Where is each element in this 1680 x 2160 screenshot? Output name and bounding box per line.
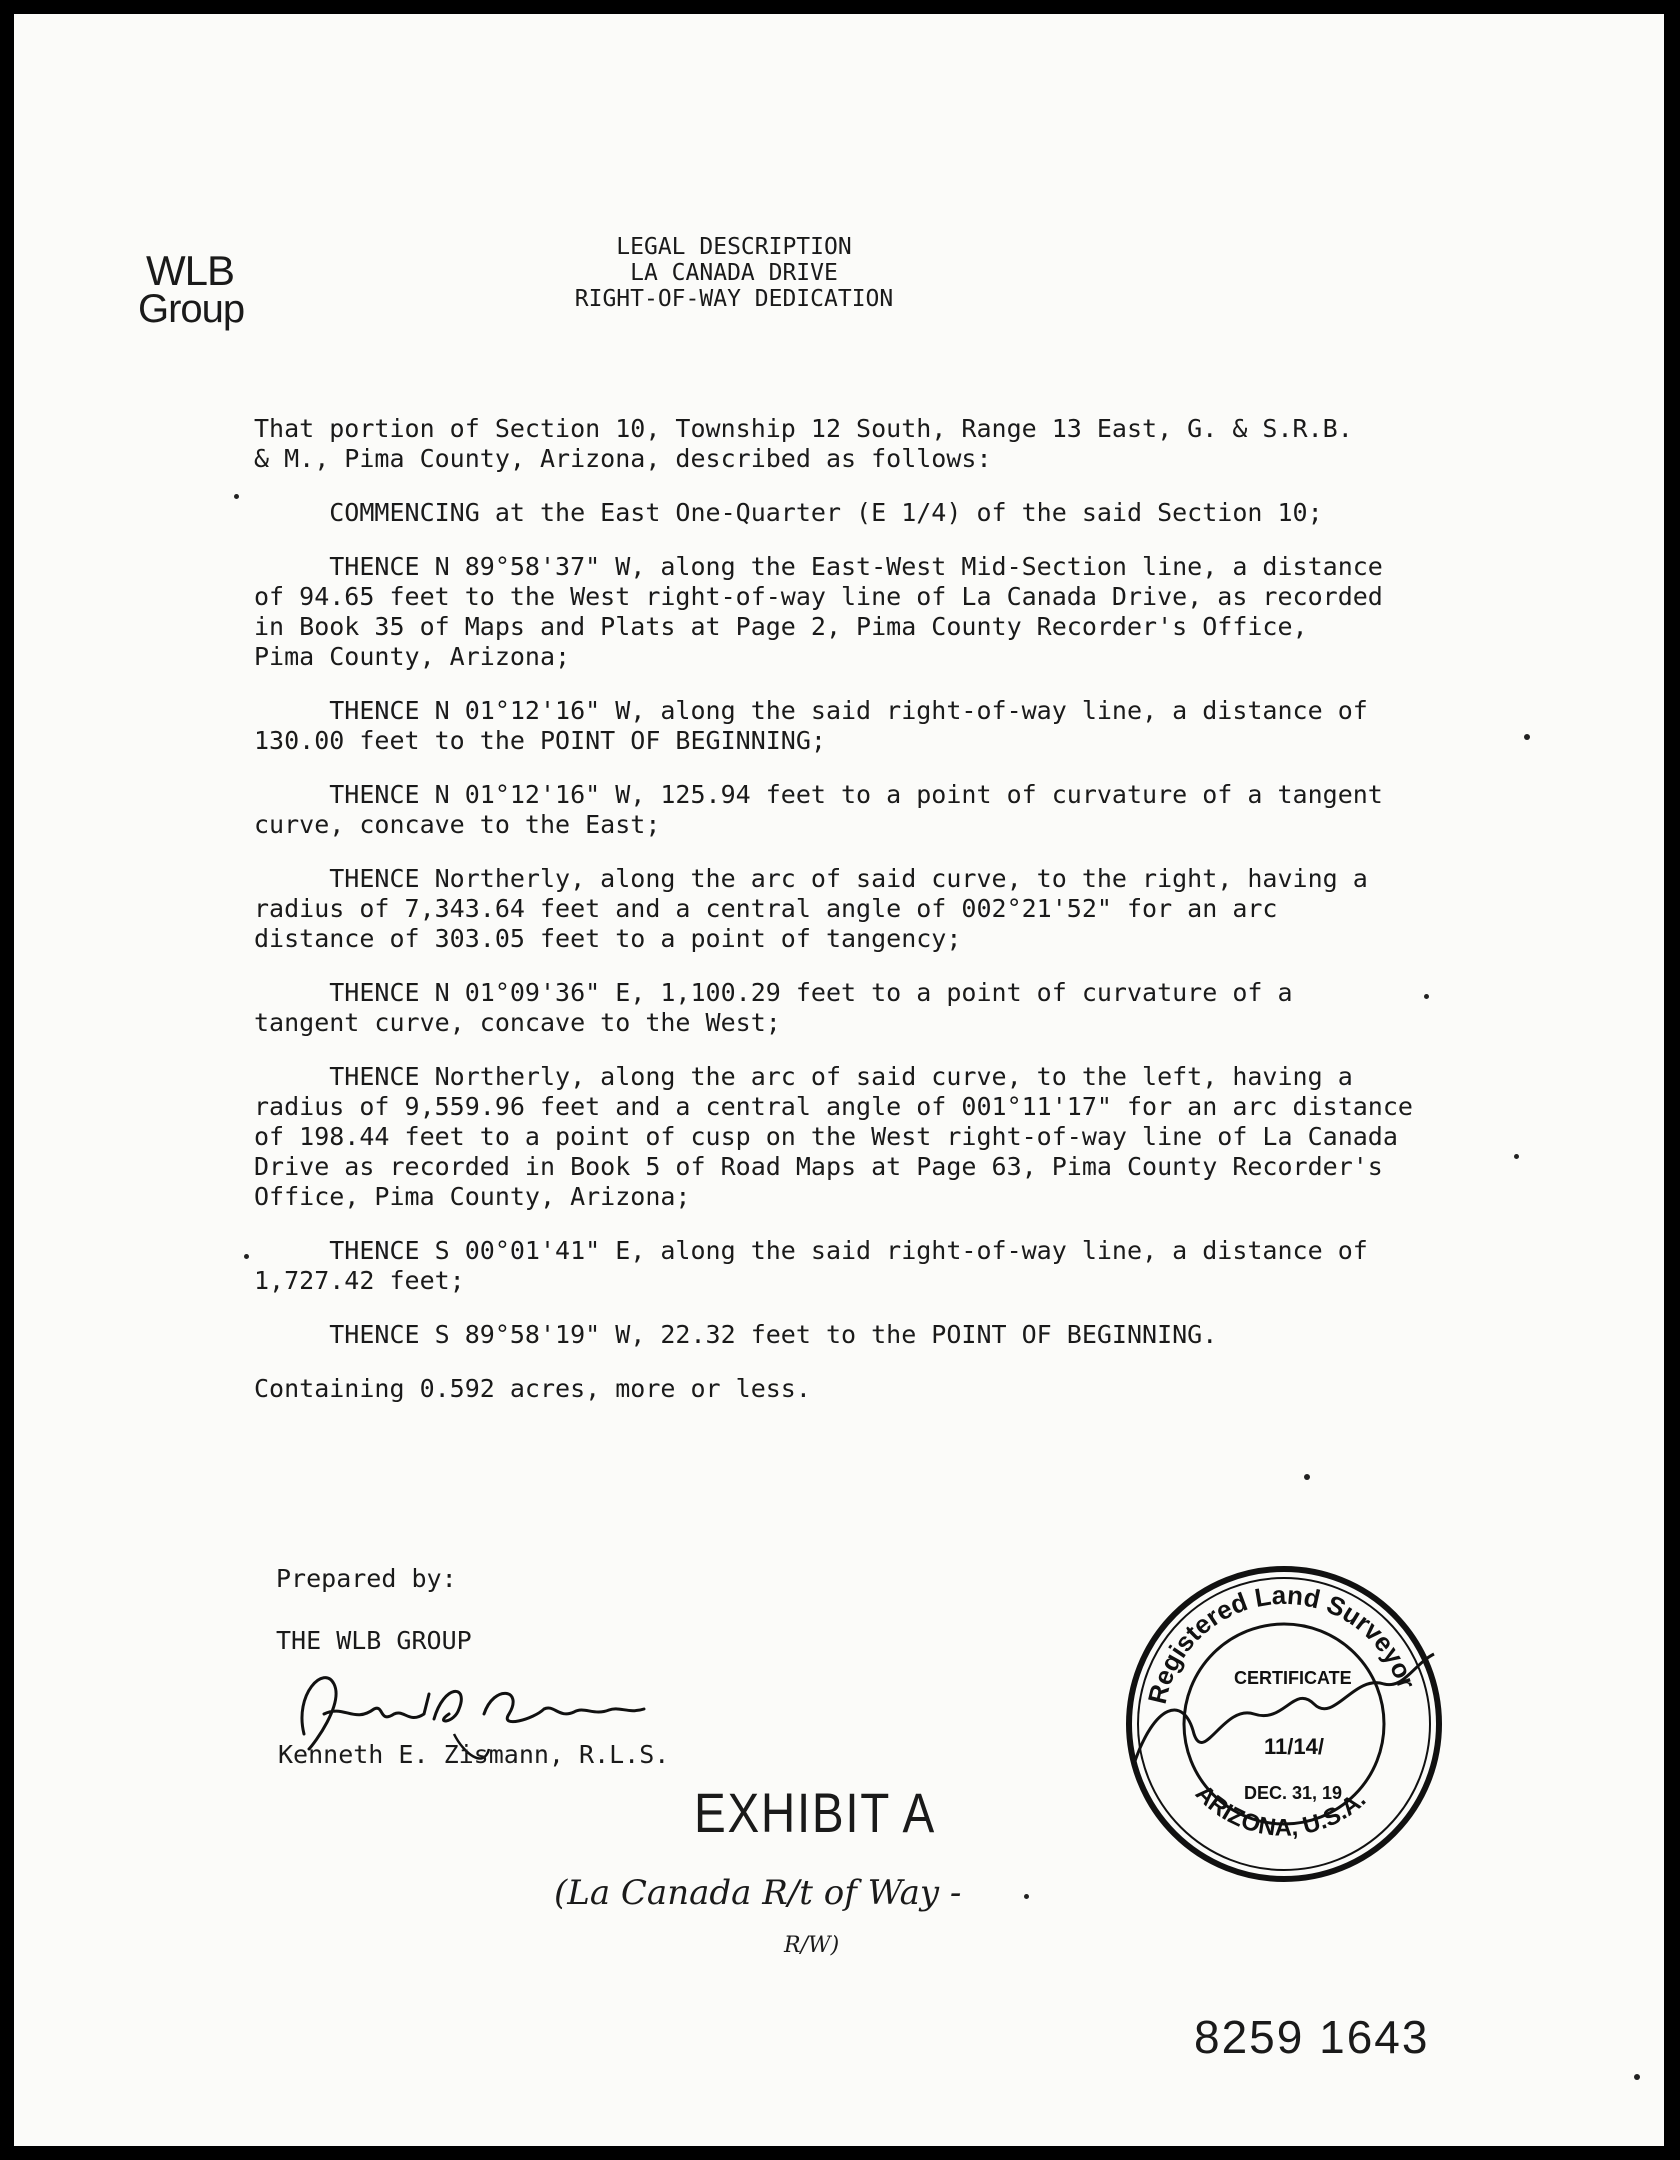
handwritten-note-line-1: (La Canada R/t of Way -	[554, 1873, 962, 1913]
scan-speck	[244, 1254, 249, 1259]
seal-top-text: Registered Land Surveyor	[1141, 1579, 1423, 1707]
title-line-2: LA CANADA DRIVE	[630, 260, 838, 286]
exhibit-label: EXHIBIT A	[694, 1781, 936, 1844]
paragraph-acreage: Containing 0.592 acres, more or less.	[254, 1374, 811, 1403]
firm-name: THE WLB GROUP	[276, 1626, 472, 1655]
paragraph-thence-3: THENCE N 01°12'16" W, 125.94 feet to a point of curvature of a tangent curve, concave to the East;	[254, 780, 1383, 839]
scan-speck	[1304, 1474, 1310, 1480]
title-line-1: LEGAL DESCRIPTION	[616, 234, 852, 260]
paragraph-thence-5: THENCE N 01°09'36" E, 1,100.29 feet to a point of curvature of a tangent curve, concave to the West;	[254, 978, 1293, 1037]
paragraph-commencing: COMMENCING at the East One-Quarter (E 1/4) of the said Section 10;	[254, 498, 1323, 527]
paragraph-thence-7: THENCE S 00°01'41" E, along the said right-of-way line, a distance of 1,727.42 feet;	[254, 1236, 1368, 1295]
logo-wlb: WLB	[146, 247, 235, 294]
title-line-3: RIGHT-OF-WAY DEDICATION	[574, 286, 894, 312]
document-title	[484, 234, 984, 312]
scan-speck	[1634, 2074, 1640, 2080]
wlb-group-logo	[128, 228, 298, 338]
paragraph-thence-1: THENCE N 89°58'37" W, along the East-West Mid-Section line, a distance of 94.65 feet to the West right-of-way line of La Canada Drive, as recorded in Book 35 of Maps and Plats at Page 2, Pima County Recorder's Office, Pima County, Arizona;	[254, 552, 1383, 671]
legal-description-body	[254, 414, 1494, 1428]
paragraph-thence-2: THENCE N 01°12'16" W, along the said right-of-way line, a distance of 130.00 feet to the POINT OF BEGINNING;	[254, 696, 1368, 755]
paragraph-thence-4: THENCE Northerly, along the arc of said curve, to the right, having a radius of 7,343.64 feet and a central angle of 002°21'52" for an arc distance of 303.05 feet to a point of tangency;	[254, 864, 1368, 953]
document-number: 8259 1643	[1194, 2011, 1430, 2063]
scan-speck	[1514, 1154, 1519, 1159]
document-page	[14, 14, 1664, 2146]
scan-speck	[1424, 994, 1429, 999]
seal-middle-text: CERTIFICATE	[1234, 1668, 1352, 1688]
seal-expiry: DEC. 31, 19	[1244, 1783, 1343, 1803]
handwritten-note	[554, 1864, 1154, 1964]
logo-group: Group	[138, 287, 245, 331]
prepared-by-label: Prepared by:	[276, 1564, 457, 1593]
surveyor-seal	[1114, 1554, 1454, 1894]
seal-date: 11/14/	[1264, 1734, 1324, 1759]
scan-speck	[234, 494, 239, 499]
paragraph-thence-8: THENCE S 89°58'19" W, 22.32 feet to the POINT OF BEGINNING.	[254, 1320, 1218, 1349]
surveyor-name: Kenneth E. Zismann, R.L.S.	[278, 1740, 670, 1769]
paragraph-intro: That portion of Section 10, Township 12 South, Range 13 East, G. & S.R.B. & M., Pima County, Arizona, described as follows:	[254, 414, 1353, 473]
handwritten-note-line-2: R/W)	[784, 1933, 840, 1958]
scan-speck	[1024, 1894, 1029, 1899]
seal-bottom-text: ARIZONA, U.S.A.	[1190, 1779, 1372, 1842]
scan-speck	[1524, 734, 1530, 740]
paragraph-thence-6: THENCE Northerly, along the arc of said curve, to the left, having a radius of 9,559.96 feet and a central angle of 001°11'17" for an arc distance of 198.44 feet to a point of cusp on the West right-of-way line of La Canada Drive as recorded in Book 5 of Road Maps at Page 63, Pima County Recorder's Office, Pima County, Arizona;	[254, 1062, 1413, 1211]
